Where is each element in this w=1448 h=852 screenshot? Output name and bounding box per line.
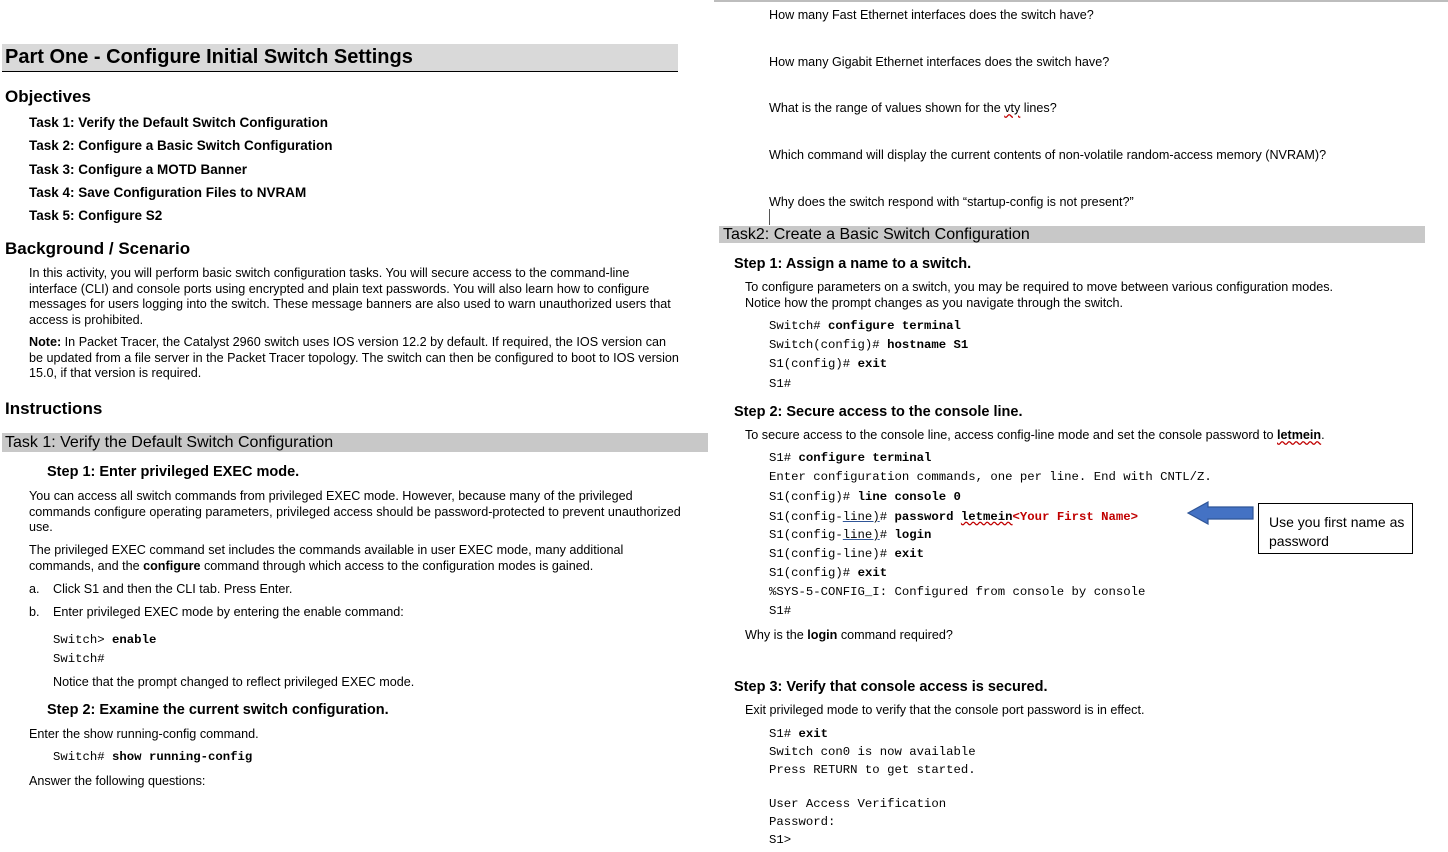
code-prompt: Switch#: [53, 750, 113, 764]
callout-note: Use you first name as password: [1258, 503, 1413, 554]
item-a-marker: a.: [29, 582, 40, 596]
code-prompt: S1(config)#: [769, 357, 858, 371]
code-line: [769, 338, 968, 352]
step-assign-name-heading: Step 1: Assign a name to a switch.: [734, 256, 972, 272]
objective-task-5: Task 5: Configure S2: [29, 208, 163, 223]
task2-heading: Task2: Create a Basic Switch Configuration: [723, 226, 1030, 243]
code-prompt: S1#: [769, 451, 799, 465]
code-password: letmein: [960, 510, 1013, 524]
task1-heading: Task 1: Verify the Default Switch Configuration: [5, 434, 334, 451]
code-line: [769, 727, 828, 741]
code-command: show running-config: [112, 750, 253, 764]
question-vty-text: What is the range of values shown for the: [769, 101, 1005, 115]
question-gigabit: How many Gigabit Ethernet interfaces does the switch have?: [769, 55, 1110, 69]
instructions-heading: Instructions: [5, 399, 103, 418]
code-command: exit: [857, 357, 888, 371]
code-prompt: S1(config-: [769, 528, 843, 542]
code-show-running: [53, 750, 252, 764]
code-prompt: #: [879, 510, 895, 524]
item-b-marker: b.: [29, 605, 40, 619]
code-command: hostname S1: [887, 338, 969, 352]
step2-heading: Step 2: Examine the current switch configuration.: [47, 702, 389, 718]
code-command: configure terminal: [828, 319, 961, 333]
question-vty: [769, 101, 1057, 117]
objective-task-3: Task 3: Configure a MOTD Banner: [29, 162, 248, 177]
step-verify-console-heading: Step 3: Verify that console access is secured.: [734, 679, 1048, 695]
objective-task-1: Task 1: Verify the Default Switch Configuration: [29, 115, 329, 130]
configure-keyword: configure: [143, 558, 201, 573]
code-command: enable: [112, 633, 157, 647]
code-command: exit: [857, 566, 888, 580]
objectives-heading: Objectives: [5, 87, 91, 106]
code-prompt: Switch#: [769, 319, 829, 333]
arrow-shape: [1188, 502, 1253, 524]
text-cursor: [769, 209, 770, 225]
code-line: [769, 451, 931, 465]
step1-paragraph-1: You can access all switch commands from privileged EXEC mode. However, because many of the privileged commands configure operating parameters, privileged access should be password-protected to prevent unauthorized use.: [29, 489, 681, 535]
login-question: [745, 628, 953, 644]
answer-questions: Answer the following questions:: [29, 774, 206, 788]
code-enable: [53, 633, 156, 647]
part-title: Part One - Configure Initial Switch Settings: [5, 46, 413, 68]
vty-word: vty: [1004, 101, 1021, 115]
background-heading: Background / Scenario: [5, 239, 191, 258]
letmein-keyword: letmein: [1277, 428, 1322, 442]
code-prompt: Switch(config)#: [769, 338, 888, 352]
code-line: [769, 319, 961, 333]
question-vty-tail: lines?: [1020, 101, 1057, 115]
code-command: exit: [894, 547, 924, 561]
code-line: Enter configuration commands, one per line. End with CNTL/Z.: [769, 470, 1212, 484]
objective-task-4: Task 4: Save Configuration Files to NVRAM: [29, 185, 307, 200]
code-line: %SYS-5-CONFIG_I: Configured from console by console: [769, 585, 1146, 599]
step1-heading: Step 1: Enter privileged EXEC mode.: [47, 464, 300, 480]
step1-paragraph-2-text: The privileged EXEC command set includes the commands available in user EXEC mode, many additional commands, and the: [29, 543, 624, 573]
step-assign-name-para-2: Notice how the prompt changes as you navigate through the switch.: [745, 296, 1124, 310]
step1-paragraph-2: [29, 543, 684, 574]
code-line: [769, 357, 887, 371]
login-question-tail: command required?: [837, 628, 953, 642]
code-switch-prompt: Switch#: [53, 652, 105, 666]
code-placeholder-first-name: <Your First Name>: [1012, 510, 1138, 524]
code-line: [769, 547, 924, 561]
question-startup-config: Why does the switch respond with “startup-config is not present?”: [769, 195, 1134, 209]
note-paragraph: [29, 335, 679, 382]
code-line: Switch con0 is now available: [769, 745, 976, 759]
code-line: [769, 490, 961, 504]
code-line-login: [769, 528, 931, 542]
code-prompt: S1#: [769, 727, 799, 741]
code-line: Password:: [769, 815, 836, 829]
code-line: User Access Verification: [769, 797, 947, 811]
login-question-text: Why is the: [745, 628, 808, 642]
note-text: In Packet Tracer, the Catalyst 2960 switch uses IOS version 12.2 by default. If required, the IOS version can be updated from a file server in the Packet Tracer topology. The switch can then be configured to boot to IOS version 15.0, if that version is required.: [29, 335, 679, 381]
code-line: S1>: [769, 833, 792, 847]
step-verify-console-para: Exit privileged mode to verify that the console port password is in effect.: [745, 703, 1145, 717]
period: .: [1321, 428, 1325, 442]
code-line-password: [769, 510, 1138, 524]
code-line: [769, 566, 887, 580]
show-instruction: Enter the show running-config command.: [29, 727, 259, 741]
question-fast-ethernet: How many Fast Ethernet interfaces does the switch have?: [769, 8, 1094, 22]
code-prompt: #: [879, 528, 895, 542]
background-paragraph: In this activity, you will perform basic switch configuration tasks. You will secure access to the command-line interface (CLI) and console ports using encrypted and plain text passwords. You will also learn how to configure messages for users logging into the switch. These message banners are also used to warn unauthorized users that access is prohibited.: [29, 266, 671, 327]
item-b-text: Enter privileged EXEC mode by entering the enable command:: [53, 605, 404, 619]
code-prompt-underlined: line): [842, 510, 880, 524]
code-prompt: S1(config)#: [769, 490, 858, 504]
code-command: password: [894, 510, 961, 524]
step-secure-console-para: [745, 428, 1325, 444]
code-line: S1#: [769, 604, 792, 618]
code-line: S1#: [769, 377, 792, 391]
code-prompt: S1(config)#: [769, 566, 858, 580]
question-nvram: Which command will display the current contents of non-volatile random-access memory (NVRAM)?: [769, 148, 1327, 162]
code-command: login: [894, 528, 932, 542]
objective-task-2: Task 2: Configure a Basic Switch Configuration: [29, 138, 333, 153]
page-top-rule: [714, 0, 1448, 2]
code-line: Press RETURN to get started.: [769, 763, 976, 777]
code-prompt: Switch>: [53, 633, 113, 647]
step-assign-name-para-1: To configure parameters on a switch, you may be required to move between various configuration modes.: [745, 280, 1334, 294]
code-prompt: S1(config-line)#: [769, 547, 895, 561]
step1-paragraph-2-tail: command through which access to the configuration modes is gained.: [200, 558, 594, 573]
step-secure-console-text: To secure access to the console line, access config-line mode and set the console password to: [745, 428, 1278, 442]
code-command: exit: [798, 727, 829, 741]
step-secure-console-heading: Step 2: Secure access to the console line.: [734, 404, 1023, 420]
item-a-text: Click S1 and then the CLI tab. Press Enter.: [53, 582, 293, 596]
code-prompt-underlined: line): [842, 528, 880, 542]
code-command: line console 0: [857, 490, 961, 504]
note-label: Note:: [29, 335, 62, 349]
login-keyword: login: [807, 628, 838, 642]
notice-text: Notice that the prompt changed to reflect privileged EXEC mode.: [53, 675, 415, 689]
code-command: configure terminal: [798, 451, 932, 465]
code-prompt: S1(config-: [769, 510, 843, 524]
left-arrow-icon: [1186, 500, 1256, 526]
